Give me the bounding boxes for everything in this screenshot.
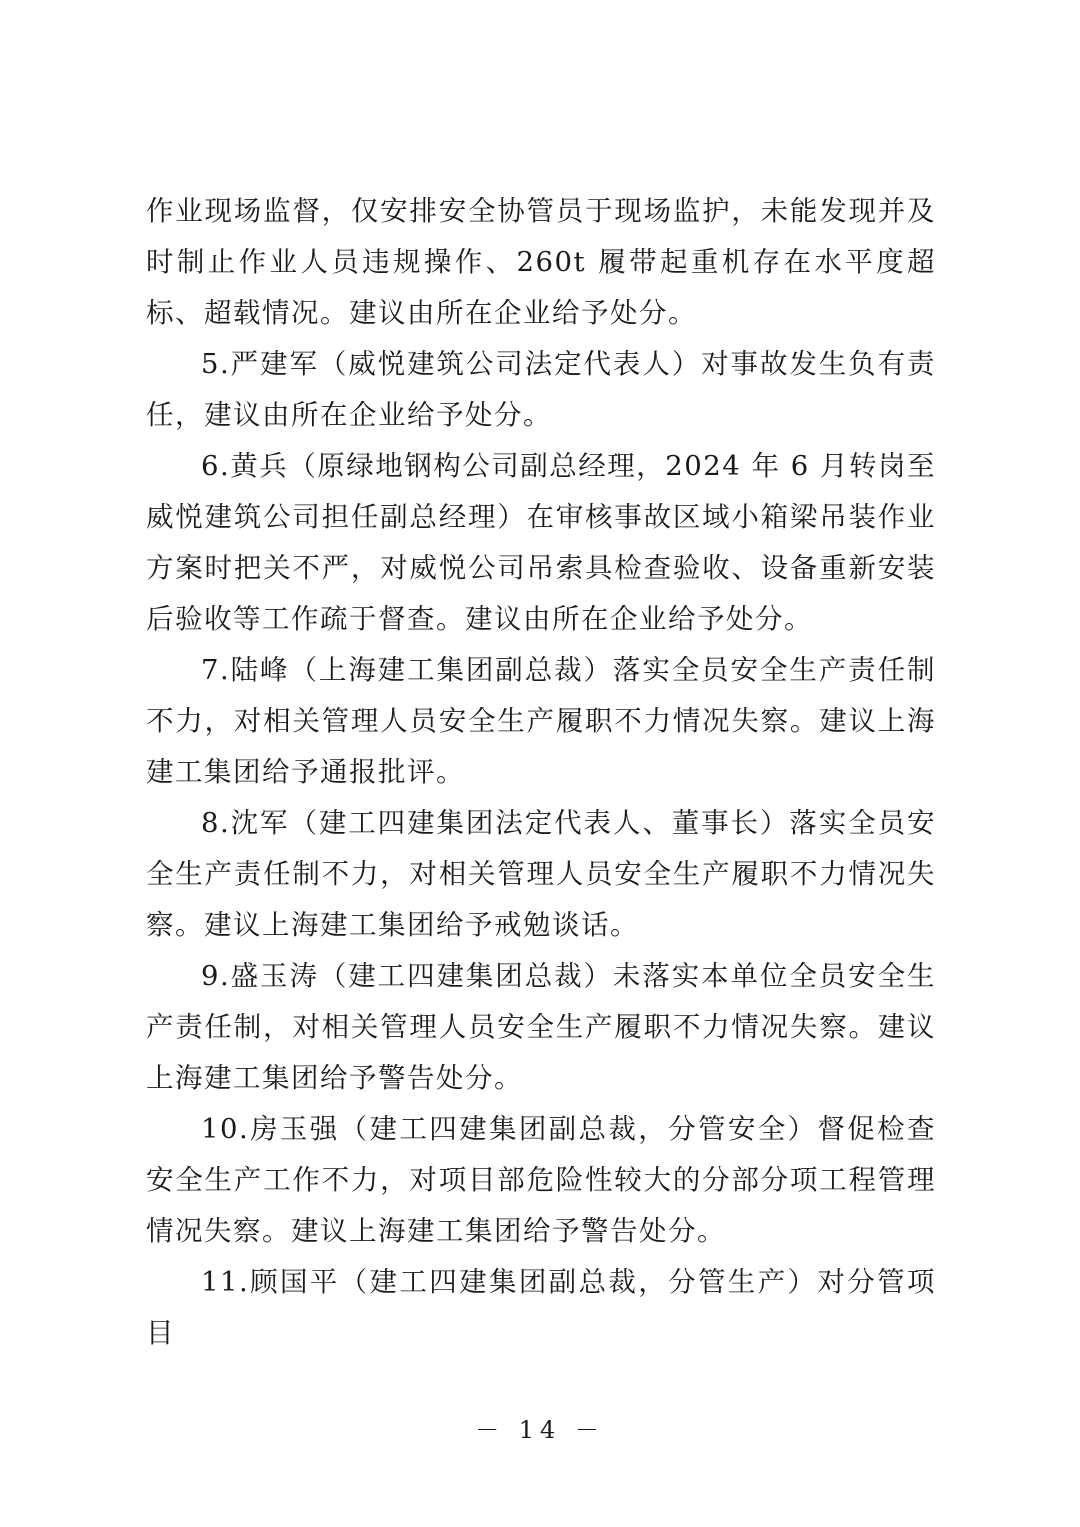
paragraph-item-7: 7.陆峰（上海建工集团副总裁）落实全员安全生产责任制不力，对相关管理人员安全生产履职不力情况失察。建议上海建工集团给予通报批评。	[146, 654, 936, 788]
paragraph-item-6: 6.黄兵（原绿地钢构公司副总经理，2024 年 6 月转岗至威悦建筑公司担任副总经理）在审核事故区域小箱梁吊装作业方案时把关不严，对威悦公司吊索具检查验收、设备重新安装后验收等工作疏于督查。建议由所在企业给予处分。	[146, 450, 936, 635]
page-number: － 14 －	[475, 1416, 605, 1444]
paragraph-continuation: 作业现场监督，仅安排安全协管员于现场监护，未能发现并及时制止作业人员违规操作、260t 履带起重机存在水平度超标、超载情况。建议由所在企业给予处分。	[146, 195, 936, 329]
paragraph-item-10: 10.房玉强（建工四建集团副总裁，分管安全）督促检查安全生产工作不力，对项目部危险性较大的分部分项工程管理情况失察。建议上海建工集团给予警告处分。	[146, 1113, 936, 1247]
paragraph-item-11: 11.顾国平（建工四建集团副总裁，分管生产）对分管项目	[146, 1266, 936, 1349]
paragraph-item-5: 5.严建军（威悦建筑公司法定代表人）对事故发生负有责任，建议由所在企业给予处分。	[146, 348, 936, 431]
paragraph-item-9: 9.盛玉涛（建工四建集团总裁）未落实本单位全员安全生产责任制，对相关管理人员安全生产履职不力情况失察。建议上海建工集团给予警告处分。	[146, 960, 936, 1094]
body-text	[146, 186, 936, 1359]
paragraph-item-8: 8.沈军（建工四建集团法定代表人、董事长）落实全员安全生产责任制不力，对相关管理人员安全生产履职不力情况失察。建议上海建工集团给予戒勉谈话。	[146, 807, 936, 941]
